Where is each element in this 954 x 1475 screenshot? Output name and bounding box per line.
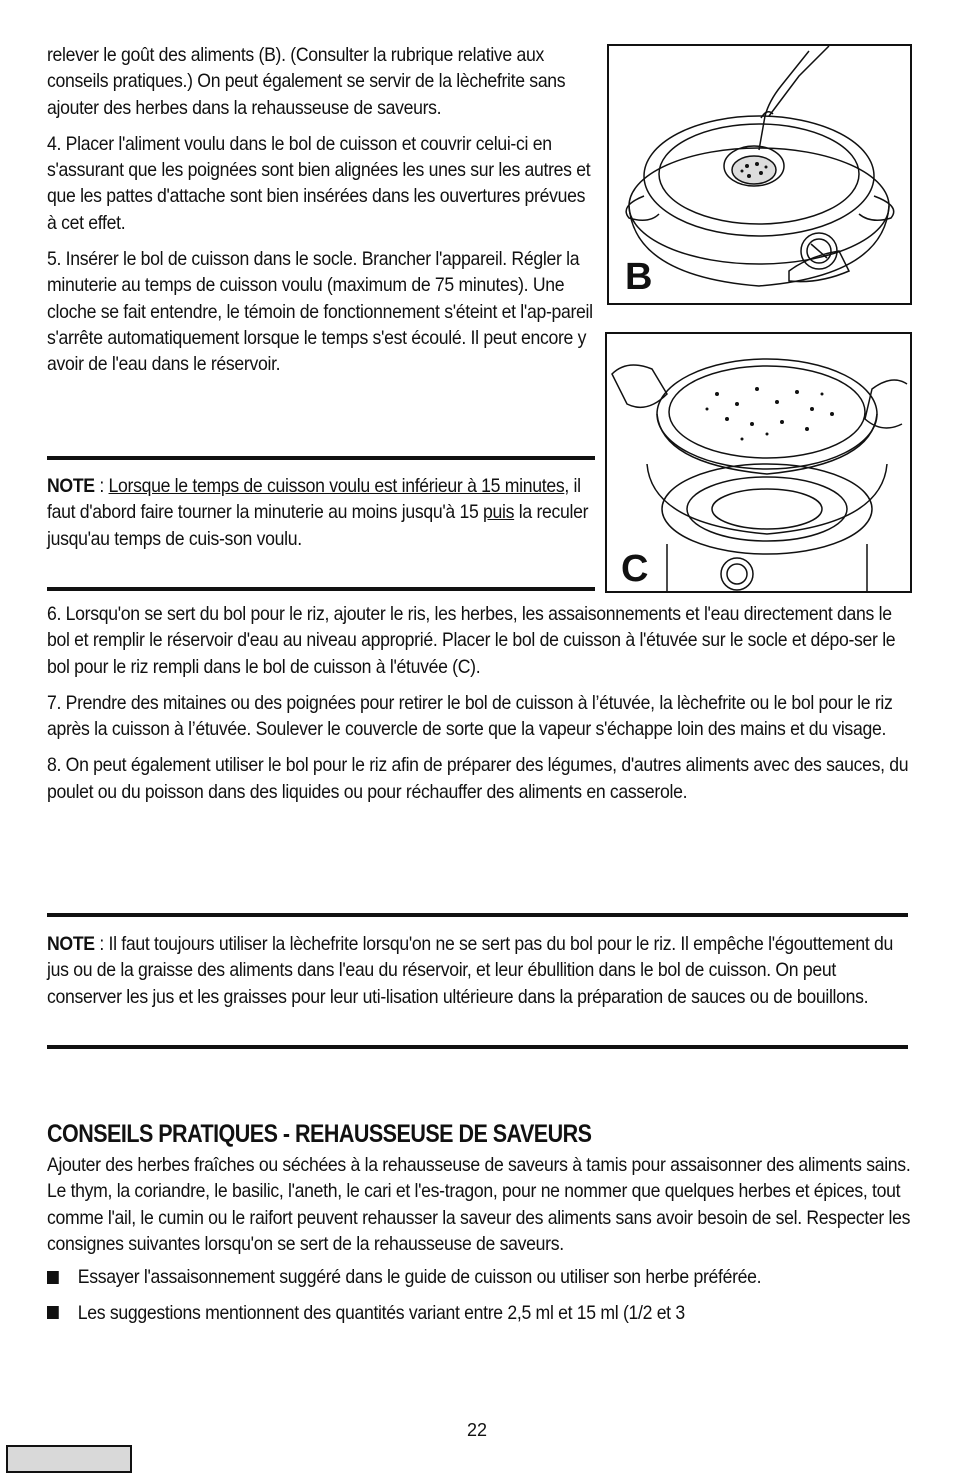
slow-cooker-flavor-infuser-illustration [609, 46, 910, 303]
step-7: 7. Prendre des mitaines ou des poignées pour retirer le bol de cuisson à l’étuvée, la lèchefrite ou le bol pour le riz après la cuisson à l’étuvée. Soulever le couvercle de sorte que la vapeur s'échappe loin des mains et du visage. [47, 691, 893, 741]
figure-b-label: B [625, 256, 653, 298]
note1-text-1: , il faut d'abord faire tourner la minuterie au moins jusqu'à 15 [47, 475, 581, 524]
tips-body: Ajouter des herbes fraîches ou séchées à la rehausseuse de saveurs à tamis pour assaisonner des aliments sains. Le thym, la coriandre, le basilic, l'aneth, le cari et l'es-tragon, pour ne nommer que quelques herbes et épices, tout comme l'ail, le cumin ou le raifort peuvent rehausser la saveur des aliments sans avoir besoin de sel. Respecter les consignes suivantes lorsqu'on se sert de la rehausseuse de saveurs. [47, 1154, 911, 1255]
tips-bullet-1 [47, 1265, 914, 1292]
step-4: 4. Placer l'aliment voulu dans le bol de cuisson et couvrir celui-ci en s'assurant que les poignées sont bien alignées les unes sur les autres et que les pattes d'attache sont bien insérées dans les ouvertures prévues à cet effet. [47, 132, 591, 234]
tips-bullet-2 [47, 1300, 914, 1326]
note2-text: : Il faut toujours utiliser la lèchefrite lorsqu'on ne se sert pas du bol pour le riz. Il empêche l'égouttement du jus ou de la graisse des aliments dans l'eau du réservoir, et leur ébullition dans le bol de cuisson. On peut conserver les jus et les graisses pour leur uti-lisation ultérieure dans la préparation de sauces ou de bouillons. [47, 933, 894, 1008]
note1-bottom-rule [47, 587, 595, 591]
tips-body-block [47, 1152, 914, 1326]
note2-bottom-rule [47, 1045, 908, 1049]
wide-steps [47, 601, 914, 815]
note2-label: NOTE [47, 933, 95, 955]
note1 [47, 473, 599, 552]
bullet-square-icon [47, 1306, 59, 1319]
step-5: 5. Insérer le bol de cuisson dans le socle. Brancher l'appareil. Régler la minuterie au temps de cuisson voulu (maximum de 75 minutes). Une cloche se fait entendre, le témoin de fonctionnement s'éteint et l'ap-pareil s'arrête automatiquement lorsque le temps s'est écoulé. Il peut encore y avoir de l'eau dans le réservoir. [47, 248, 593, 376]
note1-sep: : [94, 475, 109, 497]
tips-section [47, 1119, 927, 1149]
step-6: 6. Lorsqu'on se sert du bol pour le riz, ajouter le ris, les herbes, les assaisonnements et l'eau directement dans le bol et remplir le réservoir d'eau au niveau approprié. Placer le bol de cuisson à l'étuvée sur le socle et dépo-ser le bol pour le riz rempli dans le bol de cuisson à l'étuvée (C). [47, 603, 896, 678]
bullet-square-icon [47, 1271, 59, 1284]
note2-top-rule [47, 913, 908, 917]
footer-marker-box [6, 1445, 132, 1473]
note1-text-2: la reculer jusqu'au temps de cuis-son voulu. [47, 501, 589, 550]
note1-underlined-2: puis [483, 501, 515, 524]
intro-paragraph: relever le goût des aliments (B). (Consulter la rubrique relative aux conseils pratiques.) On peut également se servir de la lèchefrite sans ajouter des herbes dans la rehausseuse de saveurs. [47, 44, 566, 119]
tips-bullet-2-text: Les suggestions mentionnent des quantités variant entre 2,5 ml et 15 ml (1/2 et 3 [77, 1302, 685, 1325]
top-text-column [47, 42, 599, 388]
note2 [47, 931, 914, 1010]
figure-c-label: C [621, 548, 649, 590]
rice-bowl-steamer-illustration [607, 334, 910, 591]
note1-label: NOTE [47, 475, 95, 497]
figure-b [607, 44, 912, 305]
page-number: 22 [466, 1420, 488, 1440]
tips-heading: CONSEILS PRATIQUES - REHAUSSEUSE DE SAVEURS [47, 1120, 592, 1148]
tips-bullet-1-text: Essayer l'assaisonnement suggéré dans le guide de cuisson ou utiliser son herbe préférée. [77, 1266, 762, 1289]
note1-top-rule [47, 456, 595, 460]
step-8: 8. On peut également utiliser le bol pour le riz afin de préparer des légumes, d'autres aliments avec des sauces, du poulet ou du poisson dans des liquides ou pour réchauffer des aliments en casserole. [47, 754, 909, 803]
note1-underlined-1: Lorsque le temps de cuisson voulu est inférieur à 15 minutes [108, 475, 565, 497]
figure-c [605, 332, 912, 593]
